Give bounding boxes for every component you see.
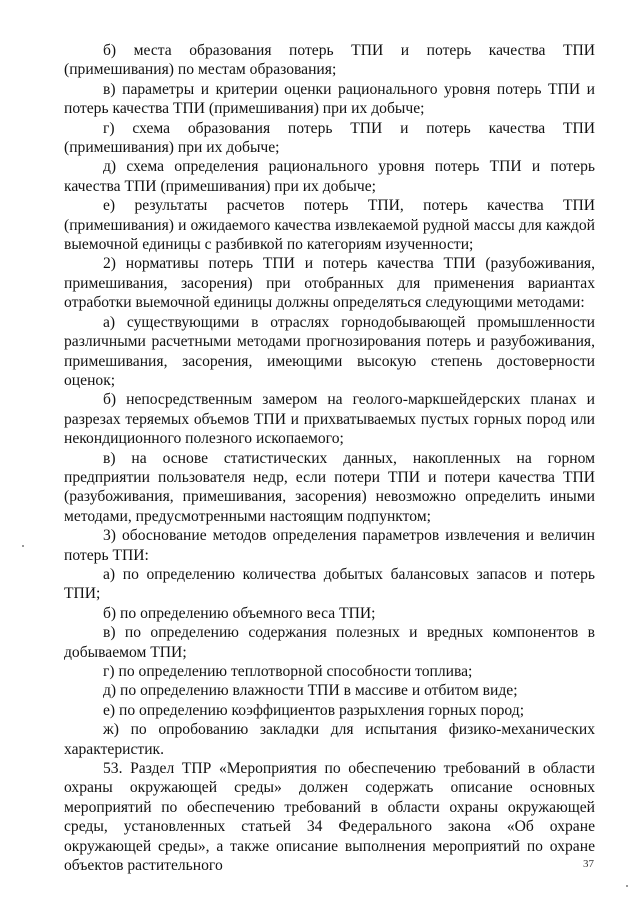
paragraph-v-statistical-data: в) на основе статистических данных, накопленных на горном предприятии пользователя недр, если потери ТПИ и потери качества ТПИ (разубоживания, примешивания, засорения) невозможно определить иными методами, предусмотренными настоящим подпунктом;: [64, 449, 595, 525]
paragraph-g-loss-scheme: г) схема образования потерь ТПИ и потерь качества ТПИ (примешивания) при их добыче;: [64, 119, 595, 157]
paragraph-a-reserves-quantity: а) по определению количества добытых балансовых запасов и потерь ТПИ;: [64, 565, 595, 603]
document-body: [64, 41, 595, 875]
paragraph-b-loss-locations: б) места образования потерь ТПИ и потерь качества ТПИ (примешивания) по местам образования;: [64, 42, 595, 79]
paragraph-zh-backfill-testing: ж) по опробованию закладки для испытания физико-механических характеристик.: [64, 721, 595, 758]
page-number: 37: [583, 858, 594, 870]
paragraph-b-direct-measurement: б) непосредственным замером на геолого-маркшейдерских планах и разрезах теряемых объемов ТПИ и прихватываемых пустых горных пород или некондиционного полезного ископаемого;: [64, 391, 595, 448]
scan-speck: [626, 885, 628, 887]
paragraph-b-volume-weight: б) по определению объемного веса ТПИ;: [103, 604, 376, 622]
paragraph-d-rational-level-scheme: д) схема определения рационального уровня потерь ТПИ и потерь качества ТПИ (примешивания) при их добыче;: [64, 158, 595, 195]
paragraph-2-loss-norms: 2) нормативы потерь ТПИ и потерь качества ТПИ (разубоживания, примешивания, засорения) при отобранных для применения вариантах отработки выемочной единицы должны определяться следующими методами:: [64, 255, 595, 312]
paragraph-3-method-justification: 3) обоснование методов определения параметров извлечения и величин потерь ТПИ:: [64, 527, 595, 564]
paragraph-v-parameters-criteria: в) параметры и критерии оценки рационального уровня потерь ТПИ и потерь качества ТПИ (примешивания) при их добыче;: [64, 80, 595, 118]
paragraph-e-calculation-results: е) результаты расчетов потерь ТПИ, потерь качества ТПИ (примешивания) и ожидаемого качества извлекаемой рудной массы для каждой выемочной единицы с разбивкой по категориям изученности;: [64, 197, 595, 254]
paragraph-a-calculation-methods: а) существующими в отраслях горнодобывающей промышленности различными расчетными методами прогнозирования потерь и разубоживания, примешивания, засорения, имеющими высокую степень достоверности оценок;: [64, 313, 595, 389]
paragraph-e-loosening-coefficients: е) по определению коэффициентов разрыхления горных пород;: [103, 701, 525, 719]
paragraph-d-moisture: д) по определению влажности ТПИ в массиве и отбитом виде;: [103, 682, 518, 700]
paragraph-53-environmental-section: 53. Раздел ТПР «Мероприятия по обеспечению требований в области охраны окружающей среды» должен содержать описание основных мероприятий по обеспечению требований в области охраны окружающей среды, установленных статьей 34 Федерального закона «Об охране окружающей среды», а также описание выполнения мероприятий по охране объектов растительного: [64, 760, 595, 875]
scan-speck: [22, 545, 24, 547]
paragraph-g-calorific-value: г) по определению теплотворной способности топлива;: [103, 663, 473, 680]
paragraph-v-component-content: в) по определению содержания полезных и вредных компонентов в добываемом ТПИ;: [64, 624, 595, 661]
